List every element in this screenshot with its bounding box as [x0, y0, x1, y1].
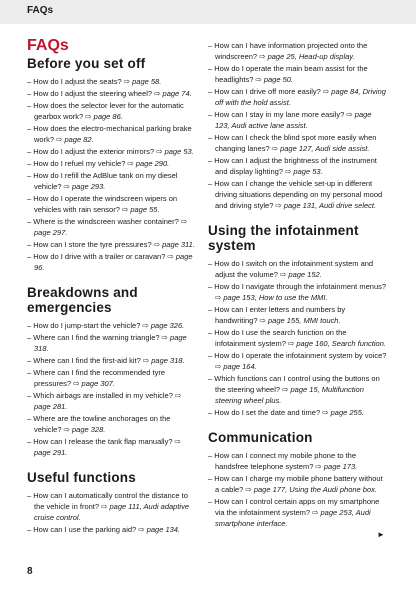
faq-question: – How can I have information projected onto the windscreen?: [208, 41, 368, 61]
page-reference-link[interactable]: ⇨ page 290.: [127, 159, 170, 168]
faq-question: – How do I use the search function on the infotainment system?: [208, 328, 347, 348]
faq-question: – How do I adjust the steering wheel?: [27, 89, 155, 98]
faq-question: – Where can I find the recommended tyre pressures?: [27, 368, 165, 388]
faq-question: – How can I connect my mobile phone to the handsfree telephone system?: [208, 451, 357, 471]
faq-list: [27, 320, 199, 458]
faq-list: [208, 40, 388, 211]
faq-question: – How do I navigate through the infotainment menus?: [208, 282, 387, 291]
page-reference-link[interactable]: ⇨ page 253, Audi smartphone interface.: [215, 508, 371, 528]
faq-item: [208, 63, 388, 85]
faq-item: [27, 251, 199, 273]
faq-question: – How do I drive with a trailer or caravan?: [27, 252, 168, 261]
faq-question: – Which functions can I control using the buttons on the steering wheel?: [208, 374, 380, 394]
left-column: [27, 37, 199, 536]
page-reference-link[interactable]: ⇨ page 318.: [142, 356, 185, 365]
continue-arrow-icon: ►: [377, 530, 385, 539]
faq-item: [27, 367, 199, 389]
faq-question: – How can I release the tank flap manually?: [27, 437, 175, 446]
faq-item: [27, 355, 199, 366]
faq-item: [27, 76, 199, 87]
section-heading: Before you set off: [27, 56, 146, 71]
faq-question: – How do I operate the infotainment system by voice?: [208, 351, 387, 360]
faq-question: – How can I charge my mobile phone battery without a cable?: [208, 474, 383, 494]
faq-item: [208, 40, 388, 62]
faq-question: – How can I use the parking aid?: [27, 525, 139, 534]
page-reference-link[interactable]: ⇨ page 127, Audi side assist.: [271, 144, 370, 153]
faq-question: – How can I check the blind spot more easily when changing lanes?: [208, 133, 377, 153]
section-heading: Communication: [208, 430, 313, 445]
faq-question: – Where is the windscreen washer container?: [27, 217, 181, 226]
faq-item: [208, 373, 388, 406]
page-reference-link[interactable]: ⇨ page 160, Search function.: [287, 339, 386, 348]
faq-item: [208, 450, 388, 472]
faq-question: – How do I refuel my vehicle?: [27, 159, 128, 168]
faq-question: – How can I stay in my lane more easily?: [208, 110, 347, 119]
page-reference-link[interactable]: ⇨ page 111, Audi adaptive cruise control.: [34, 502, 190, 522]
page-reference-link[interactable]: ⇨ page 25, Head-up display.: [259, 52, 355, 61]
faq-item: [208, 473, 388, 495]
faq-section: [208, 223, 388, 418]
faq-item: [208, 109, 388, 131]
faq-question: – Where are the towline anchorages on the vehicle?: [27, 414, 171, 434]
page-reference-link[interactable]: ⇨ page 326.: [142, 321, 185, 330]
faq-item: [27, 436, 199, 458]
faq-question: – How do I refill the AdBlue tank on my diesel vehicle?: [27, 171, 178, 191]
page-reference-link[interactable]: ⇨ page 82.: [56, 135, 94, 144]
faq-item: [27, 100, 199, 122]
faq-item: [27, 158, 199, 169]
faq-item: [208, 327, 388, 349]
section-heading: Useful functions: [27, 470, 136, 485]
page-reference-link[interactable]: ⇨ page 58.: [123, 77, 162, 86]
faq-section: [27, 285, 199, 458]
faq-question: – Where can I find the first-aid kit?: [27, 356, 143, 365]
page-reference-link[interactable]: ⇨ page 307.: [73, 379, 115, 388]
header-bar: [0, 0, 416, 24]
right-column: [208, 40, 388, 530]
faq-item: [27, 123, 199, 145]
page-reference-link[interactable]: ⇨ page 53.: [285, 167, 323, 176]
page-title: FAQs: [27, 37, 69, 54]
page-reference-link[interactable]: ⇨ page 53.: [156, 147, 194, 156]
faq-question: – How can I change the vehicle set-up in different driving situations depending on my personal mood and driving style?: [208, 179, 383, 210]
page-reference-link[interactable]: ⇨ page 15, Multifunction steering wheel plus.: [215, 385, 364, 405]
faq-item: [27, 146, 199, 157]
page-reference-link[interactable]: ⇨ page 255.: [322, 408, 364, 417]
page-reference-link[interactable]: ⇨ page 55.: [121, 205, 160, 214]
header-title: FAQs: [27, 5, 54, 16]
page-reference-link[interactable]: ⇨ page 153, How to use the MMI.: [215, 293, 328, 302]
faq-item: [27, 216, 199, 238]
faq-item: [27, 524, 199, 535]
faq-item: [27, 390, 199, 412]
page-reference-link[interactable]: ⇨ page 50.: [255, 75, 294, 84]
faq-item: [27, 332, 199, 354]
faq-item: [27, 413, 199, 435]
page-reference-link[interactable]: ⇨ page 281.: [34, 391, 182, 411]
section-heading: Using the infotainment system: [208, 223, 359, 253]
faq-section: [208, 430, 388, 529]
faq-item: [27, 320, 199, 331]
faq-item: [208, 178, 388, 211]
faq-item: [208, 350, 388, 372]
page-reference-link[interactable]: ⇨ page 96.: [34, 252, 193, 272]
faq-question: – How do I adjust the seats?: [27, 77, 124, 86]
page-reference-link[interactable]: ⇨ page 177, Using the Audi phone box.: [245, 485, 377, 494]
faq-list: [208, 258, 388, 418]
page-reference-link[interactable]: ⇨ page 74.: [154, 89, 192, 98]
page-reference-link[interactable]: ⇨ page 86.: [85, 112, 123, 121]
faq-item: [208, 86, 388, 108]
page-reference-link[interactable]: ⇨ page 297.: [34, 217, 188, 237]
faq-question: – How do I switch on the infotainment system and adjust the volume?: [208, 259, 374, 279]
page-reference-link[interactable]: ⇨ page 152.: [280, 270, 322, 279]
faq-question: – How can I store the tyre pressures?: [27, 240, 154, 249]
page-reference-link[interactable]: ⇨ page 84, Driving off with the hold assist.: [215, 87, 386, 107]
faq-question: – How can I control certain apps on my smartphone via the infotainment system?: [208, 497, 380, 517]
faq-question: – How can I adjust the brightness of the instrument and display lighting?: [208, 156, 377, 176]
faq-item: [208, 281, 388, 303]
faq-item: [208, 496, 388, 529]
page-reference-link[interactable]: ⇨ page 155, MMI touch.: [259, 316, 341, 325]
faq-item: [27, 239, 199, 250]
faq-item: [208, 155, 388, 177]
faq-section: [27, 56, 199, 273]
page-reference-link[interactable]: ⇨ page 291.: [34, 437, 181, 457]
faq-item: [208, 407, 388, 418]
faq-item: [208, 258, 388, 280]
page-reference-link[interactable]: ⇨ page 318.: [34, 333, 187, 353]
faq-question: – How can I enter letters and numbers by handwriting?: [208, 305, 346, 325]
page-reference-link[interactable]: ⇨ page 328.: [63, 425, 106, 434]
faq-list: [27, 76, 199, 273]
faq-question: – How do I set the date and time?: [208, 408, 323, 417]
faq-question: – How can I automatically control the distance to the vehicle in front?: [27, 491, 188, 511]
faq-question: – How does the selector lever for the automatic gearbox work?: [27, 101, 184, 121]
page-number: 8: [27, 566, 33, 577]
page-reference-link[interactable]: ⇨ page 293.: [63, 182, 106, 191]
faq-question: – How do I operate the windscreen wipers on vehicles with rain sensor?: [27, 194, 178, 214]
faq-question: – How do I operate the main beam assist for the headlights?: [208, 64, 368, 84]
faq-question: – How does the electro-mechanical parking brake work?: [27, 124, 192, 144]
faq-item: [27, 490, 199, 523]
page-reference-link[interactable]: ⇨ page 134.: [138, 525, 181, 534]
section-heading: Breakdowns and emergencies: [27, 285, 138, 315]
faq-item: [27, 170, 199, 192]
page-reference-link[interactable]: ⇨ page 164.: [215, 362, 257, 371]
faq-question: – Which airbags are installed in my vehicle?: [27, 391, 175, 400]
faq-item: [208, 304, 388, 326]
faq-list: [27, 490, 199, 535]
page-reference-link[interactable]: ⇨ page 173.: [315, 462, 358, 471]
page-reference-link[interactable]: ⇨ page 131, Audi drive select.: [275, 201, 377, 210]
faq-question: – How can I drive off more easily?: [208, 87, 323, 96]
faq-item: [27, 88, 199, 99]
faq-item: [208, 132, 388, 154]
faq-item: [27, 193, 199, 215]
faq-question: – How do I adjust the exterior mirrors?: [27, 147, 157, 156]
faq-question: – How do I jump-start the vehicle?: [27, 321, 143, 330]
faq-list: [208, 450, 388, 529]
faq-section: [208, 40, 388, 211]
page-reference-link[interactable]: ⇨ page 123, Audi active lane assist.: [215, 110, 372, 130]
faq-question: – Where can I find the warning triangle?: [27, 333, 162, 342]
page-reference-link[interactable]: ⇨ page 311.: [153, 240, 195, 249]
faq-section: [27, 470, 199, 535]
